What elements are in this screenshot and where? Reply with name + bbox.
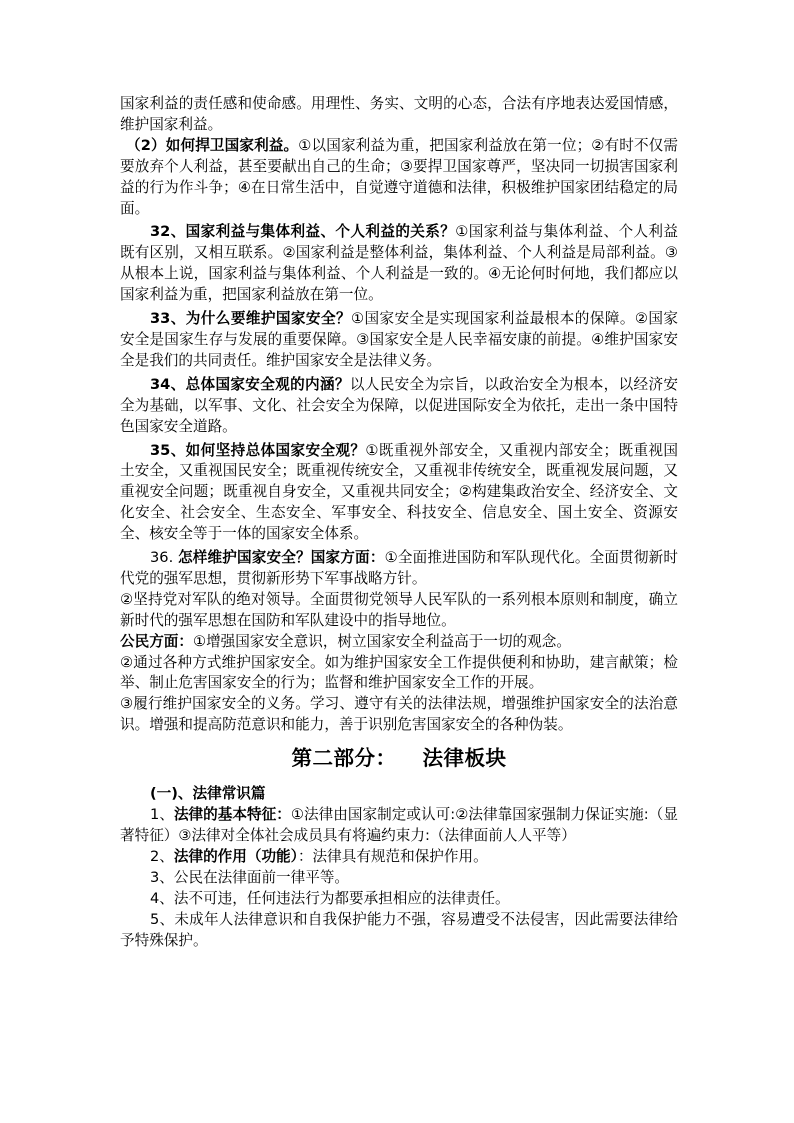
law-item-1 [120, 805, 678, 847]
law-item-2 [120, 847, 678, 868]
question-label: 33、为什么要维护国家安全？ [150, 310, 351, 328]
answer-text: ①全面推进国防和军队现代化。全面贯彻新时代党的强军思想，贯彻新形势下军事战略方针。 [120, 549, 678, 587]
question-36 [120, 548, 678, 590]
paragraph-citizen-1 [120, 632, 678, 653]
question-35 [120, 441, 678, 546]
paragraph-party-leadership: ②坚持党对军队的绝对领导。全面贯彻党领导人民军队的一系列根本原则和制度，确立新时代的强军思想在国防和军队建设中的指导地位。 [120, 590, 678, 629]
paragraph-defend-interests [120, 136, 678, 220]
question-34 [120, 375, 678, 438]
question-33 [120, 309, 678, 372]
answer-text: 以人民安全为宗旨，以政治安全为根本，以经济安全为基础，以军事、文化、社会安全为保障，以促进国际安全为依托，走出一条中国特色国家安全道路。 [120, 375, 678, 435]
item-number: 1、 [150, 806, 174, 824]
section-heading [120, 744, 678, 772]
item-label: 法律的作用（功能） [173, 847, 298, 865]
question-label: （2）如何捍卫国家利益。 [126, 136, 299, 154]
answer-text: ①国家安全是实现国家利益最根本的保障。②国家安全是国家生存与发展的重要保障。③国家安全是人民幸福安康的前提。④维护国家安全是我们的共同责任。维护国家安全是法律义务。 [120, 310, 679, 369]
question-32 [120, 222, 678, 306]
law-item-5: 5、未成年人法律意识和自我保护能力不强，容易遭受不法侵害，因此需要法律给予特殊保护。 [120, 910, 678, 949]
question-number: 36. [150, 549, 179, 567]
question-label: 怎样维护国家安全？国家方面： [178, 549, 385, 567]
citizen-label: 公民方面： [120, 632, 193, 650]
paragraph-citizen-2: ②通过各种方式维护国家安全。如为维护国家安全工作提供便利和协助，建言献策；检举、制止危害国家安全的行为；监督和维护国家安全工作的开展。 [120, 653, 678, 692]
item-text: ①法律由国家制定或认可:②法律靠国家强制力保证实施:（显著特征）③法律对全体社会成员具有将遍约束力:（法律面前人人平等） [120, 806, 678, 844]
section-name: 法律板块 [422, 746, 507, 771]
paragraph-citizen-3: ③履行维护国家安全的义务。学习、遵守有关的法律法规，增强维护国家安全的法治意识。增强和提高防范意识和能力，善于识别危害国家安全的各种伪装。 [120, 695, 678, 734]
law-item-4: 4、法不可违，任何违法行为都要承担相应的法律责任。 [150, 889, 510, 907]
law-item-3: 3、公民在法律面前一律平等。 [150, 868, 350, 886]
item-text: ：法律具有规范和保护作用。 [297, 847, 488, 865]
answer-text: ①以国家利益为重，把国家利益放在第一位；②有时不仅需要放弃个人利益，甚至要献出自己的生命；③要捍卫国家尊严，坚决同一切损害国家利益的行为作斗争；④在日常生活中，自觉遵守道德和法律，积极维护国家团结稳定的局面。 [120, 136, 679, 217]
subsection-title-text: (一)、法律常识篇 [150, 785, 266, 803]
question-label: 32、国家利益与集体利益、个人利益的关系？ [150, 223, 456, 241]
item-label: 法律的基本特征： [173, 806, 291, 824]
question-label: 35、如何坚持总体国家安全观？ [150, 441, 366, 459]
subsection-title [120, 784, 678, 805]
answer-text: ①增强国家安全意识，树立国家安全利益高于一切的观念。 [192, 632, 571, 650]
item-number: 2、 [150, 847, 174, 865]
document-page [120, 94, 678, 951]
answer-text: ①既重视外部安全，又重视内部安全；既重视国土安全，又重视国民安全；既重视传统安全，又重视非传统安全，既重视发展问题，又重视安全问题；既重视自身安全，又重视共同安全；②构建集政治安全、经济安全、文化安全、社会安全、生态安全、军事安全、科技安全、信息安全、国土安全、资源安全、核安全等于一体的国家安全体系。 [120, 441, 678, 543]
answer-text: ①国家利益与集体利益、个人利益既有区别，又相互联系。②国家利益是整体利益，集体利益、个人利益是局部利益。③从根本上说，国家利益与集体利益、个人利益是一致的。④无论何时何地，我们都应以国家利益为重，把国家利益放在第一位。 [120, 223, 679, 304]
question-label: 34、总体国家安全观的内涵？ [150, 375, 350, 393]
paragraph-patriotism: 国家利益的责任感和使命感。用理性、务实、文明的心态，合法有序地表达爱国情感，维护国家利益。 [120, 95, 678, 133]
section-part: 第二部分： [291, 746, 397, 771]
